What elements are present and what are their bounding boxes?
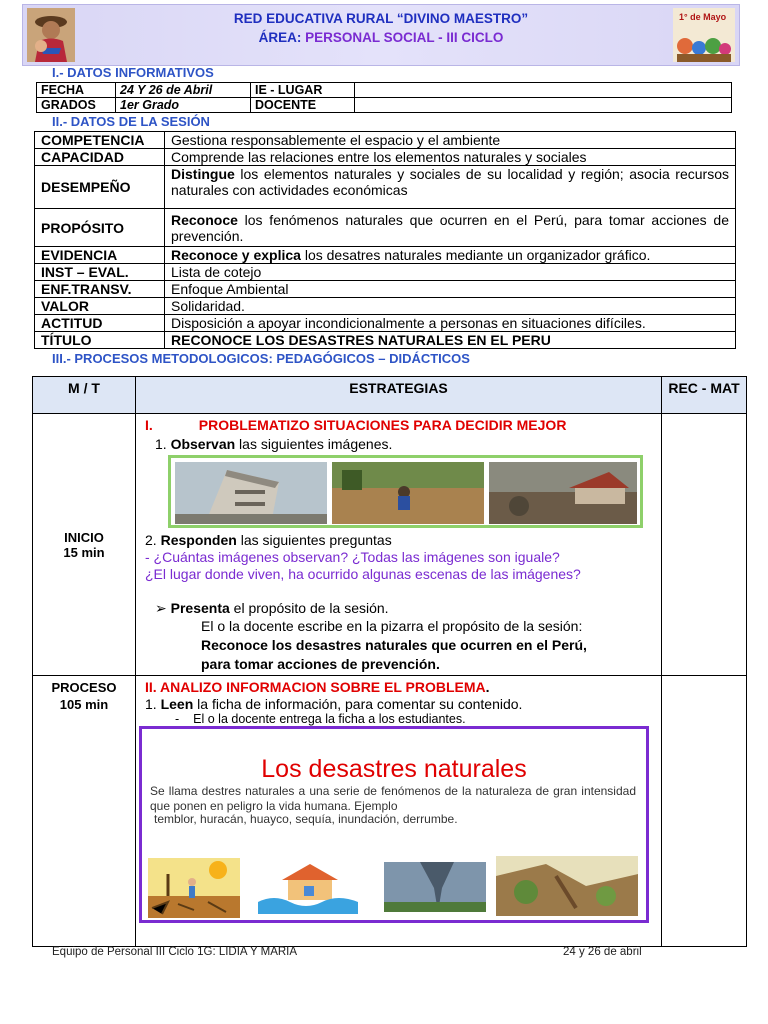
inicio-time: 15 min bbox=[63, 544, 105, 560]
inicio-step-observan: 1. Observan las siguientes imágenes. bbox=[155, 436, 393, 452]
sesion-row-key: INST – EVAL. bbox=[35, 264, 165, 281]
footer-date: 24 y 26 de abril bbox=[563, 946, 642, 958]
section-datos-sesion: II.- DATOS DE LA SESIÓN bbox=[52, 114, 210, 129]
col-mt: M / T bbox=[33, 377, 136, 414]
sesion-row-value: Comprende las relaciones entre los elementos naturales y sociales bbox=[165, 149, 736, 166]
inicio-proposito-line2: para tomar acciones de prevención. bbox=[201, 656, 440, 672]
ie-lugar-label: IE - LUGAR bbox=[251, 83, 355, 98]
sesion-row-key: ENF.TRANSV. bbox=[35, 281, 165, 298]
image-collapsed-building bbox=[175, 462, 327, 524]
sesion-row-value: RECONOCE LOS DESASTRES NATURALES EN EL PERU bbox=[165, 332, 736, 349]
proceso-heading: II. ANALIZO INFORMACION SOBRE EL PROBLEMA. bbox=[145, 679, 490, 695]
proceso-step-leen: 1. Leen la ficha de información, para comentar su contenido. bbox=[145, 696, 523, 712]
inicio-heading: I. PROBLEMATIZO SITUACIONES PARA DECIDIR MEJOR bbox=[145, 417, 567, 433]
col-estrategias: ESTRATEGIAS bbox=[136, 377, 662, 414]
header-banner bbox=[22, 4, 740, 66]
sesion-row-value: Disposición a apoyar incondicionalmente a personas en situaciones difíciles. bbox=[165, 315, 736, 332]
image-flood bbox=[332, 462, 484, 524]
ficha-box bbox=[139, 726, 649, 923]
inicio-presenta: ➢ Presenta el propósito de la sesión. bbox=[155, 600, 389, 616]
docente-label: DOCENTE bbox=[251, 98, 355, 113]
grados-value: 1er Grado bbox=[116, 98, 251, 113]
fecha-value: 24 Y 26 de Abril bbox=[116, 83, 251, 98]
col-rec-mat: REC - MAT bbox=[662, 377, 747, 414]
sesion-row-key: EVIDENCIA bbox=[35, 247, 165, 264]
section-procesos: III.- PROCESOS METODOLOGICOS: PEDAGÓGICOS – DIDÁCTICOS bbox=[52, 351, 470, 366]
ficha-title: Los desastres naturales bbox=[261, 755, 527, 783]
sesion-row-key: VALOR bbox=[35, 298, 165, 315]
sesion-row-value: Enfoque Ambiental bbox=[165, 281, 736, 298]
inicio-proposito-line1: Reconoce los desastres naturales que ocurren en el Perú, bbox=[201, 637, 587, 653]
ie-lugar-value bbox=[355, 83, 732, 98]
inicio-moment-cell bbox=[33, 414, 136, 676]
sesion-row-key: CAPACIDAD bbox=[35, 149, 165, 166]
inicio-image-strip bbox=[168, 455, 643, 528]
header-area-label: ÁREA: bbox=[258, 30, 302, 45]
header-network-name: RED EDUCATIVA RURAL “DIVINO MAESTRO” bbox=[233, 11, 529, 26]
proceso-time: 105 min bbox=[59, 697, 109, 712]
procesos-table bbox=[32, 376, 747, 947]
sesion-row-key: ACTITUD bbox=[35, 315, 165, 332]
fecha-label: FECHA bbox=[37, 83, 116, 98]
proceso-dash-line: - El o la docente entrega la ficha a los estudiantes. bbox=[175, 712, 466, 726]
inicio-strategies-cell bbox=[136, 414, 662, 676]
sesion-row-key: PROPÓSITO bbox=[35, 209, 165, 247]
sesion-row-key: TÍTULO bbox=[35, 332, 165, 349]
proceso-strategies-cell bbox=[136, 676, 662, 947]
sesion-row-value: Reconoce y explica los desatres naturales mediante un organizador gráfico. bbox=[165, 247, 736, 264]
header-logo-right bbox=[673, 8, 735, 62]
datos-sesion-table bbox=[34, 131, 736, 349]
datos-informativos-table bbox=[36, 82, 732, 113]
docente-value bbox=[355, 98, 732, 113]
proceso-label: PROCESO bbox=[51, 680, 117, 695]
header-area-value: PERSONAL SOCIAL - III CICLO bbox=[305, 30, 504, 45]
footer-team: Equipo de Personal III Ciclo 1G: LIDIA Y MARIA bbox=[52, 946, 298, 958]
inicio-label: INICIO bbox=[64, 529, 104, 545]
inicio-question-2: ¿El lugar donde viven, ha ocurrido algunas escenas de las imágenes? bbox=[145, 566, 581, 582]
section-datos-informativos: I.- DATOS INFORMATIVOS bbox=[52, 65, 214, 80]
arrow-bullet-icon: ➢ bbox=[155, 600, 167, 616]
sesion-row-key: COMPETENCIA bbox=[35, 132, 165, 149]
sesion-row-value: Gestiona responsablemente el espacio y el ambiente bbox=[165, 132, 736, 149]
inicio-step-responden: 2. Responden las siguientes preguntas bbox=[145, 532, 392, 548]
image-landslide bbox=[489, 462, 637, 524]
sesion-row-value: Lista de cotejo bbox=[165, 264, 736, 281]
image-tornado bbox=[384, 862, 486, 912]
ficha-examples: temblor, huracán, huayco, sequía, inundación, derrumbe. bbox=[154, 812, 458, 826]
inicio-rec-cell bbox=[662, 414, 747, 676]
proceso-rec-cell bbox=[662, 676, 747, 947]
sesion-row-key: DESEMPEÑO bbox=[35, 166, 165, 209]
sesion-row-value: Solidaridad. bbox=[165, 298, 736, 315]
header-area bbox=[23, 30, 739, 45]
inicio-question-1: - ¿Cuántas imágenes observan? ¿Todas las imágenes son iguale? bbox=[145, 549, 560, 565]
header-badge: 1° de Mayo bbox=[679, 12, 727, 22]
sesion-row-value: Reconoce los fenómenos naturales que ocurren en el Perú, para tomar acciones de prevención. bbox=[165, 209, 736, 247]
grados-label: GRADOS bbox=[37, 98, 116, 113]
image-mudslide bbox=[496, 856, 638, 916]
image-flooded-house bbox=[254, 858, 366, 918]
proceso-moment-cell bbox=[33, 676, 136, 947]
sesion-row-value: Distingue los elementos naturales y sociales de su localidad y región; asocia recursos naturales con actividades económicas bbox=[165, 166, 736, 209]
image-drought bbox=[148, 858, 240, 918]
inicio-docente-line: El o la docente escribe en la pizarra el propósito de la sesión: bbox=[201, 618, 583, 634]
ficha-text: Se llama destres naturales a una serie de fenómenos de la naturaleza de gran intensidad que ponen en peligro la vida humana. Ejemplo bbox=[150, 784, 636, 813]
